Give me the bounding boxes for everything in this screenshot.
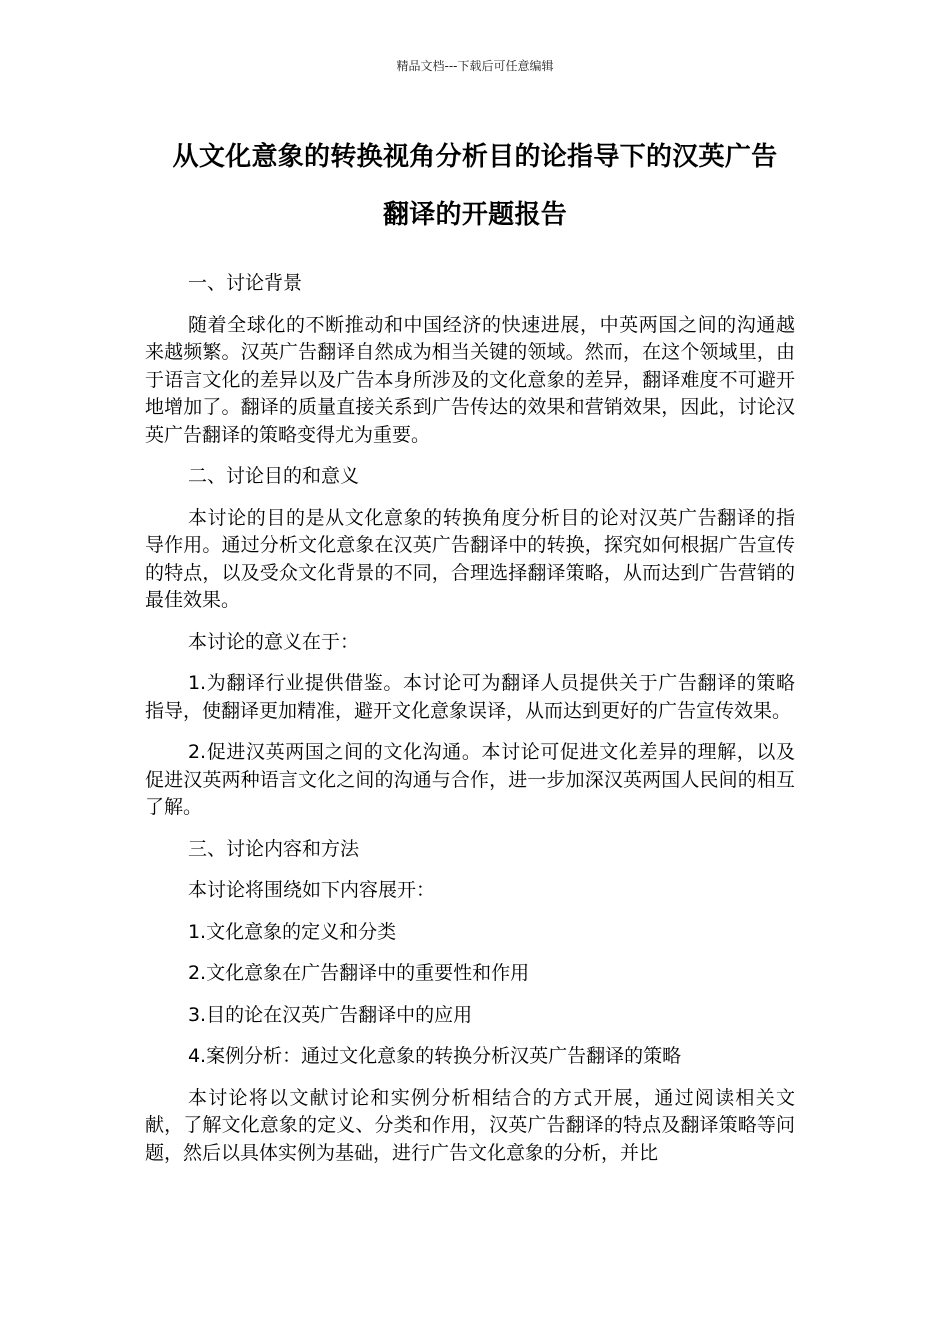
paragraph-purpose: 本讨论的目的是从文化意象的转换角度分析目的论对汉英广告翻译的指导作用。通过分析文化意象在汉英广告翻译中的转换，探究如何根据广告宣传的特点，以及受众文化背景的不同，合理选择翻译策略，从而达到广告营销的最佳效果。 <box>145 506 795 611</box>
paragraph-methods: 本讨论将以文献讨论和实例分析相结合的方式开展，通过阅读相关文献，了解文化意象的定义、分类和作用，汉英广告翻译的特点及翻译策略等问题，然后以具体实例为基础，进行广告文化意象的分析，并比 <box>145 1086 795 1164</box>
document-header-note: 精品文档---下载后可任意编辑 <box>396 59 554 73</box>
section-heading-content-methods: 三、讨论内容和方法 <box>187 837 359 860</box>
title-line-1: 从文化意象的转换视角分析目的论指导下的汉英广告 <box>172 142 778 172</box>
list-item-content-2: 2.文化意象在广告翻译中的重要性和作用 <box>187 962 530 984</box>
paragraph-significance-intro: 本讨论的意义在于： <box>187 630 359 653</box>
document-title <box>145 136 805 238</box>
list-item-content-1: 1.文化意象的定义和分类 <box>187 920 397 943</box>
paragraph-background: 随着全球化的不断推动和中国经济的快速进展，中英两国之间的沟通越来越频繁。汉英广告翻译自然成为相当关键的领域。然而，在这个领域里，由于语言文化的差异以及广告本身所涉及的文化意象的差异，翻译难度不可避开地增加了。翻译的质量直接关系到广告传达的效果和营销效果，因此，讨论汉英广告翻译的策略变得尤为重要。 <box>145 313 795 446</box>
paragraph-significance-2: 2.促进汉英两国之间的文化沟通。本讨论可促进文化差异的理解，以及促进汉英两种语言文化之间的沟通与合作，进一步加深汉英两国人民间的相互了解。 <box>145 741 795 818</box>
section-heading-purpose: 二、讨论目的和意义 <box>187 465 359 487</box>
list-item-content-3: 3.目的论在汉英广告翻译中的应用 <box>187 1003 473 1026</box>
section-heading-background: 一、讨论背景 <box>187 272 302 294</box>
document-body <box>145 270 795 1181</box>
paragraph-content-intro: 本讨论将围绕如下内容展开： <box>187 879 435 901</box>
list-item-content-4: 4.案例分析：通过文化意象的转换分析汉英广告翻译的策略 <box>187 1045 682 1067</box>
title-line-2: 翻译的开题报告 <box>382 200 568 230</box>
paragraph-significance-1: 1.为翻译行业提供借鉴。本讨论可为翻译人员提供关于广告翻译的策略指导，使翻译更加精准，避开文化意象误译，从而达到更好的广告宣传效果。 <box>145 672 795 722</box>
